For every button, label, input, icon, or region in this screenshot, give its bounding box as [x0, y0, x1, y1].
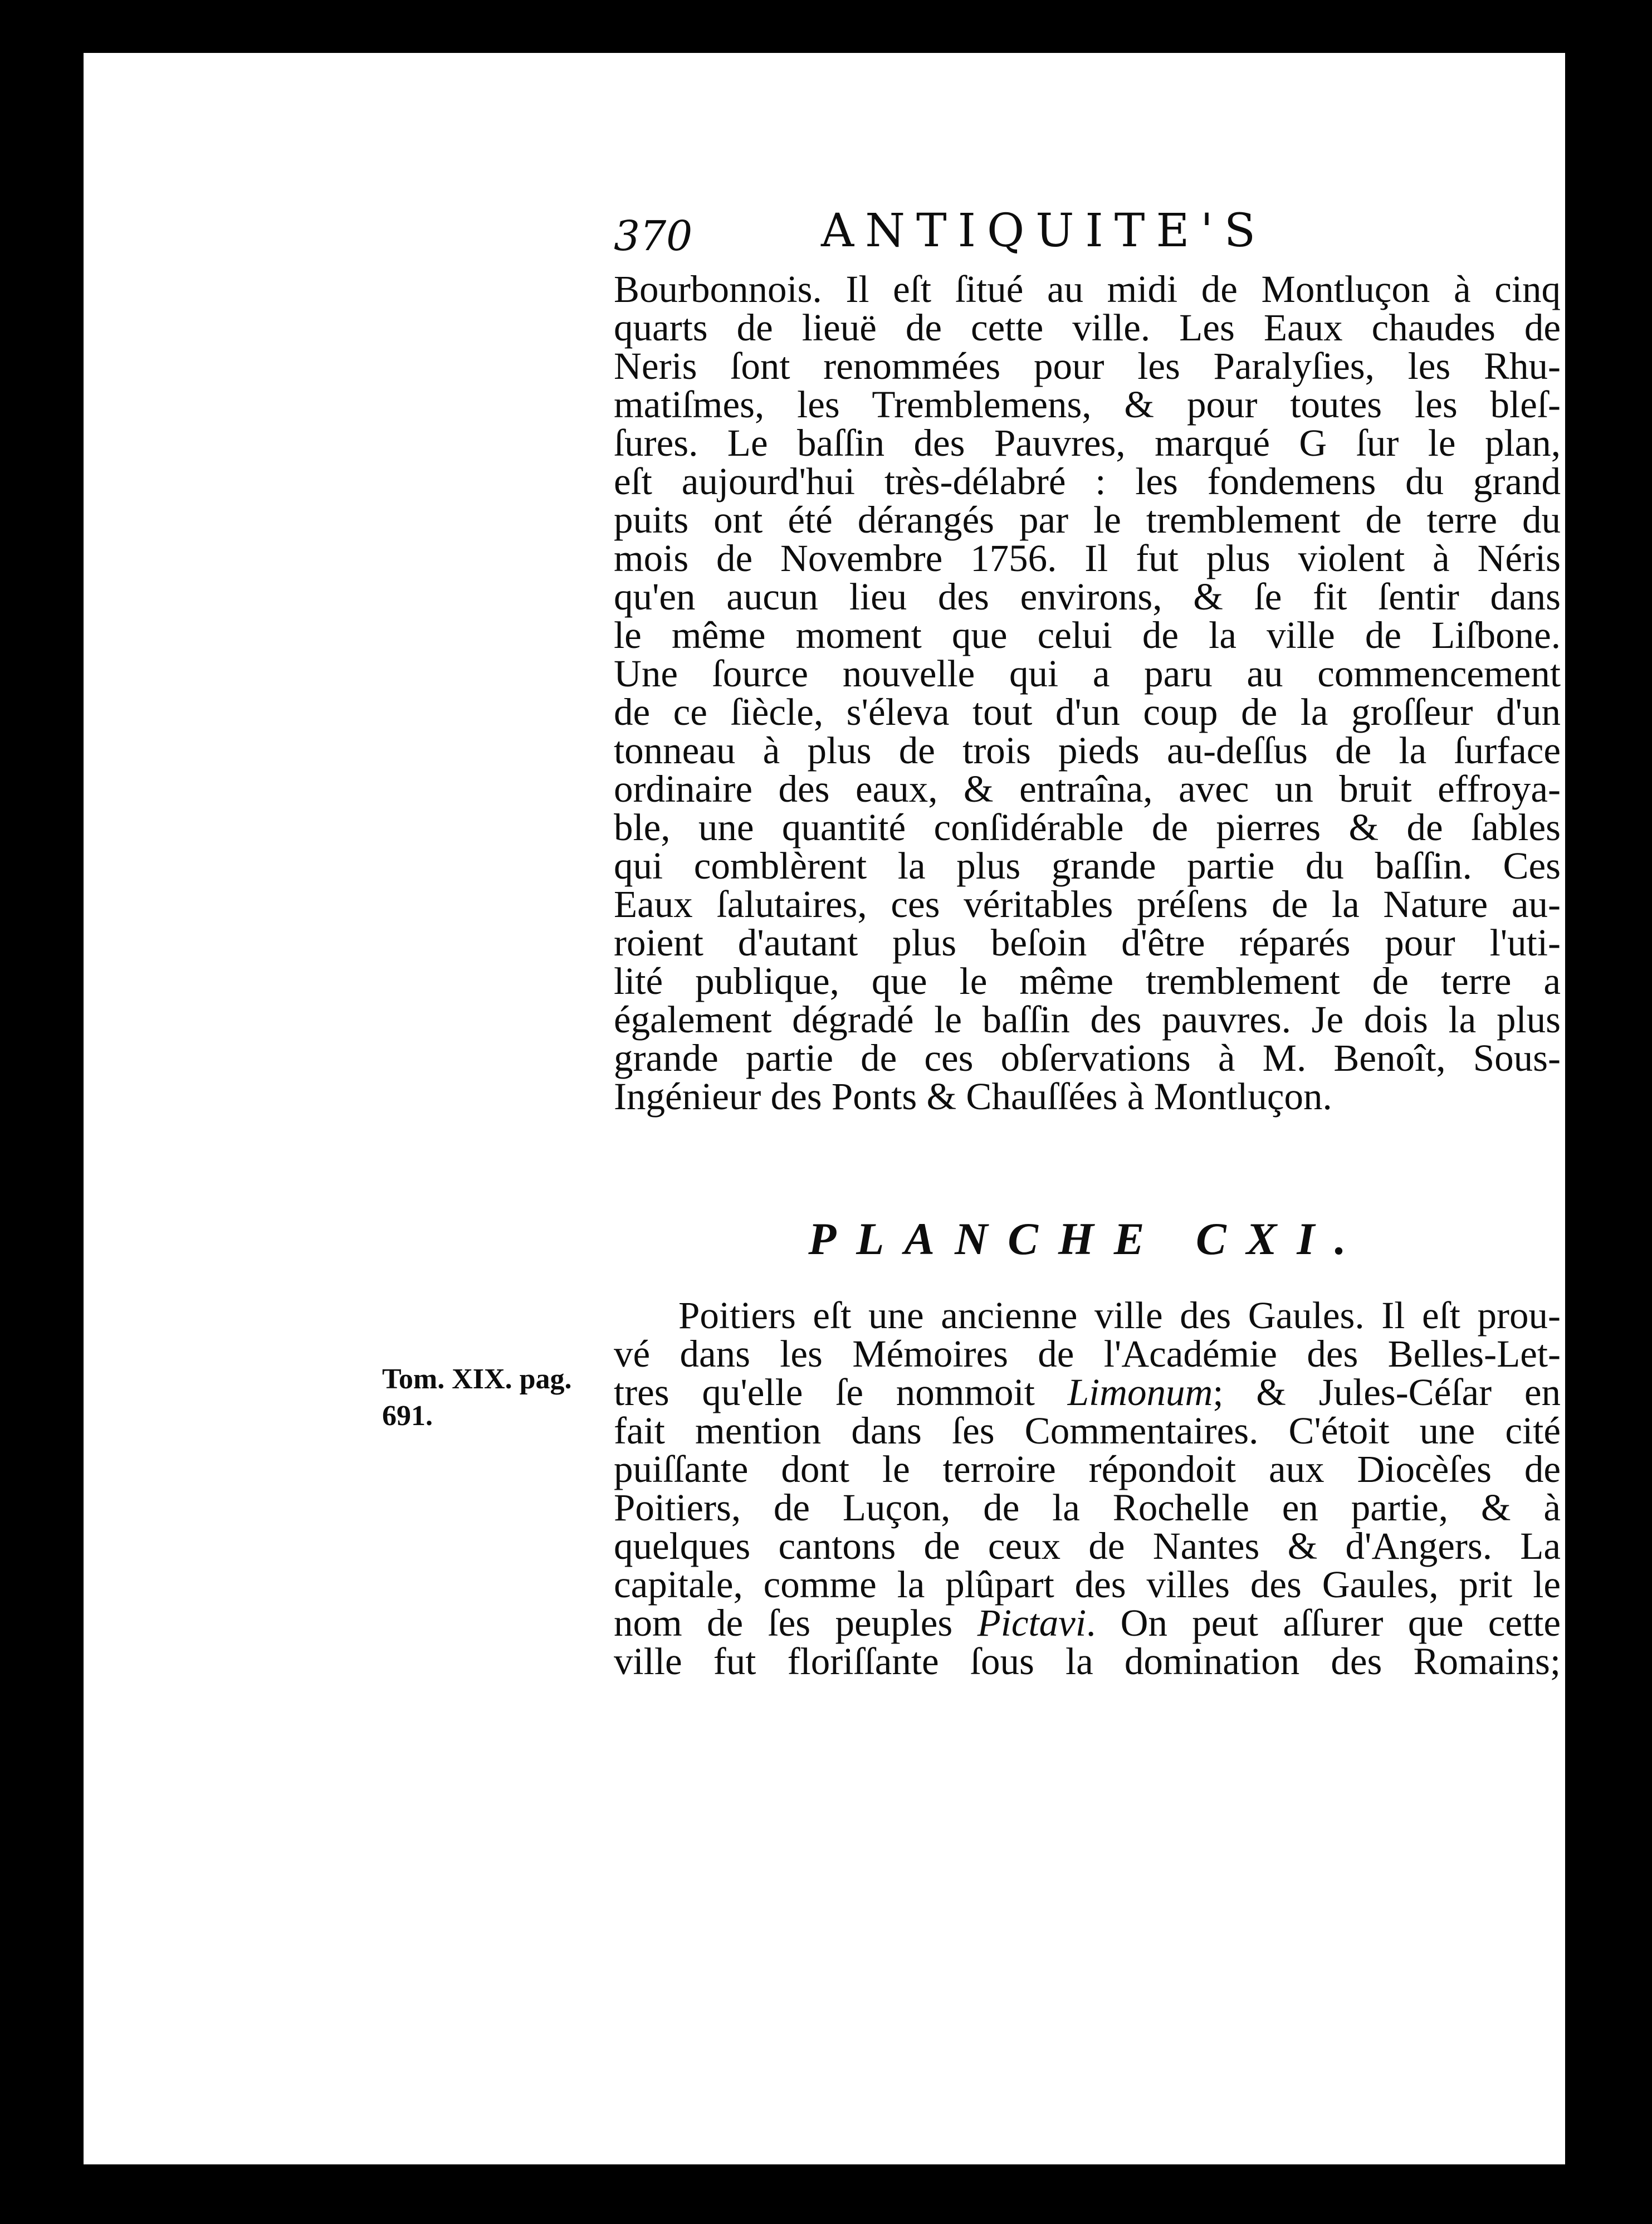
- text-block-poitiers: [614, 1296, 1561, 1681]
- text-run: ; & Jules-Céſar en: [1213, 1371, 1561, 1413]
- text-line: eſt aujourd'hui très-délabré : les fondemens du grand: [614, 460, 1561, 503]
- text-line: mois de Novembre 1756. Il fut plus violent à Néris: [614, 537, 1561, 579]
- text-line: de ce ſiècle, s'éleva tout d'un coup de la groſſeur d'un: [614, 691, 1561, 733]
- text-line: Poitiers, de Luçon, de la Rochelle en partie, & à: [614, 1486, 1561, 1529]
- text-line: vé dans les Mémoires de l'Académie des Belles-Let-: [614, 1333, 1561, 1375]
- text-run: nom de ſes peuples: [614, 1602, 977, 1644]
- text-line: Ingénieur des Ponts & Chauſſées à Montluçon.: [614, 1075, 1332, 1118]
- text-line: également dégradé le baſſin des pauvres. Je dois la plus: [614, 998, 1561, 1041]
- text-line: tonneau à plus de trois pieds au-deſſus de la ſurface: [614, 729, 1561, 772]
- text-block-neris: [614, 270, 1561, 1116]
- text-line: capitale, comme la plûpart des villes des Gaules, prit le: [614, 1563, 1561, 1606]
- italic-term: Pictavi: [977, 1602, 1087, 1644]
- book-page: [84, 53, 1565, 2164]
- text-line: Bourbonnois. Il eſt ſitué au midi de Montluçon à cinq: [614, 268, 1561, 310]
- text-line: grande partie de ces obſervations à M. Benoît, Sous-: [614, 1037, 1561, 1079]
- margin-note: [382, 1361, 594, 1435]
- text-line: qui comblèrent la plus grande partie du baſſin. Ces: [614, 845, 1561, 887]
- text-line: Une ſource nouvelle qui a paru au commencement: [614, 652, 1561, 695]
- text-line: ville fut floriſſante ſous la domination des Romains;: [614, 1640, 1561, 1682]
- text-line: ſures. Le baſſin des Pauvres, marqué G ſur le plan,: [614, 422, 1561, 464]
- text-line: ble, une quantité conſidérable de pierres & de ſables: [614, 806, 1561, 848]
- text-line: Neris ſont renommées pour les Paralyſies, les Rhu-: [614, 345, 1561, 387]
- italic-term: Limonum: [1067, 1371, 1213, 1413]
- running-head: ANTIQUITE'S: [821, 204, 1267, 257]
- text-line: qu'en aucun lieu des environs, & ſe fit ſentir dans: [614, 575, 1561, 618]
- text-line: [614, 1604, 1561, 1642]
- text-line: Poitiers eſt une ancienne ville des Gaules. Il eſt prou-: [678, 1294, 1561, 1337]
- plate-title: PLANCHE CXI.: [808, 1213, 1366, 1264]
- text-line: puiſſante dont le terroire répondoit aux Diocèſes de: [614, 1448, 1561, 1490]
- text-line: matiſmes, les Tremblemens, & pour toutes les bleſ-: [614, 383, 1561, 426]
- text-line: lité publique, que le même tremblement de terre a: [614, 960, 1561, 1002]
- text-line: quarts de lieuë de cette ville. Les Eaux chaudes de: [614, 306, 1561, 349]
- text-line: ordinaire des eaux, & entraîna, avec un bruit effroya-: [614, 768, 1561, 810]
- page-number: 370: [614, 212, 693, 260]
- margin-note-line: 691.: [382, 1400, 433, 1432]
- margin-note-line: Tom. XIX. pag.: [382, 1363, 572, 1395]
- text-line: Eaux ſalutaires, ces véritables préſens de la Nature au-: [614, 883, 1561, 925]
- text-line: quelques cantons de ceux de Nantes & d'Angers. La: [614, 1525, 1561, 1567]
- page-header: [614, 204, 1561, 271]
- text-line: le même moment que celui de la ville de Liſbone.: [614, 614, 1561, 656]
- text-line: puits ont été dérangés par le tremblement de terre du: [614, 499, 1561, 541]
- text-run: . On peut aſſurer que cette: [1086, 1602, 1561, 1644]
- text-line: roient d'autant plus beſoin d'être réparés pour l'uti-: [614, 921, 1561, 964]
- text-line: [614, 1373, 1561, 1412]
- text-line: fait mention dans ſes Commentaires. C'étoit une cité: [614, 1409, 1561, 1452]
- text-run: tres qu'elle ſe nommoit: [614, 1371, 1068, 1413]
